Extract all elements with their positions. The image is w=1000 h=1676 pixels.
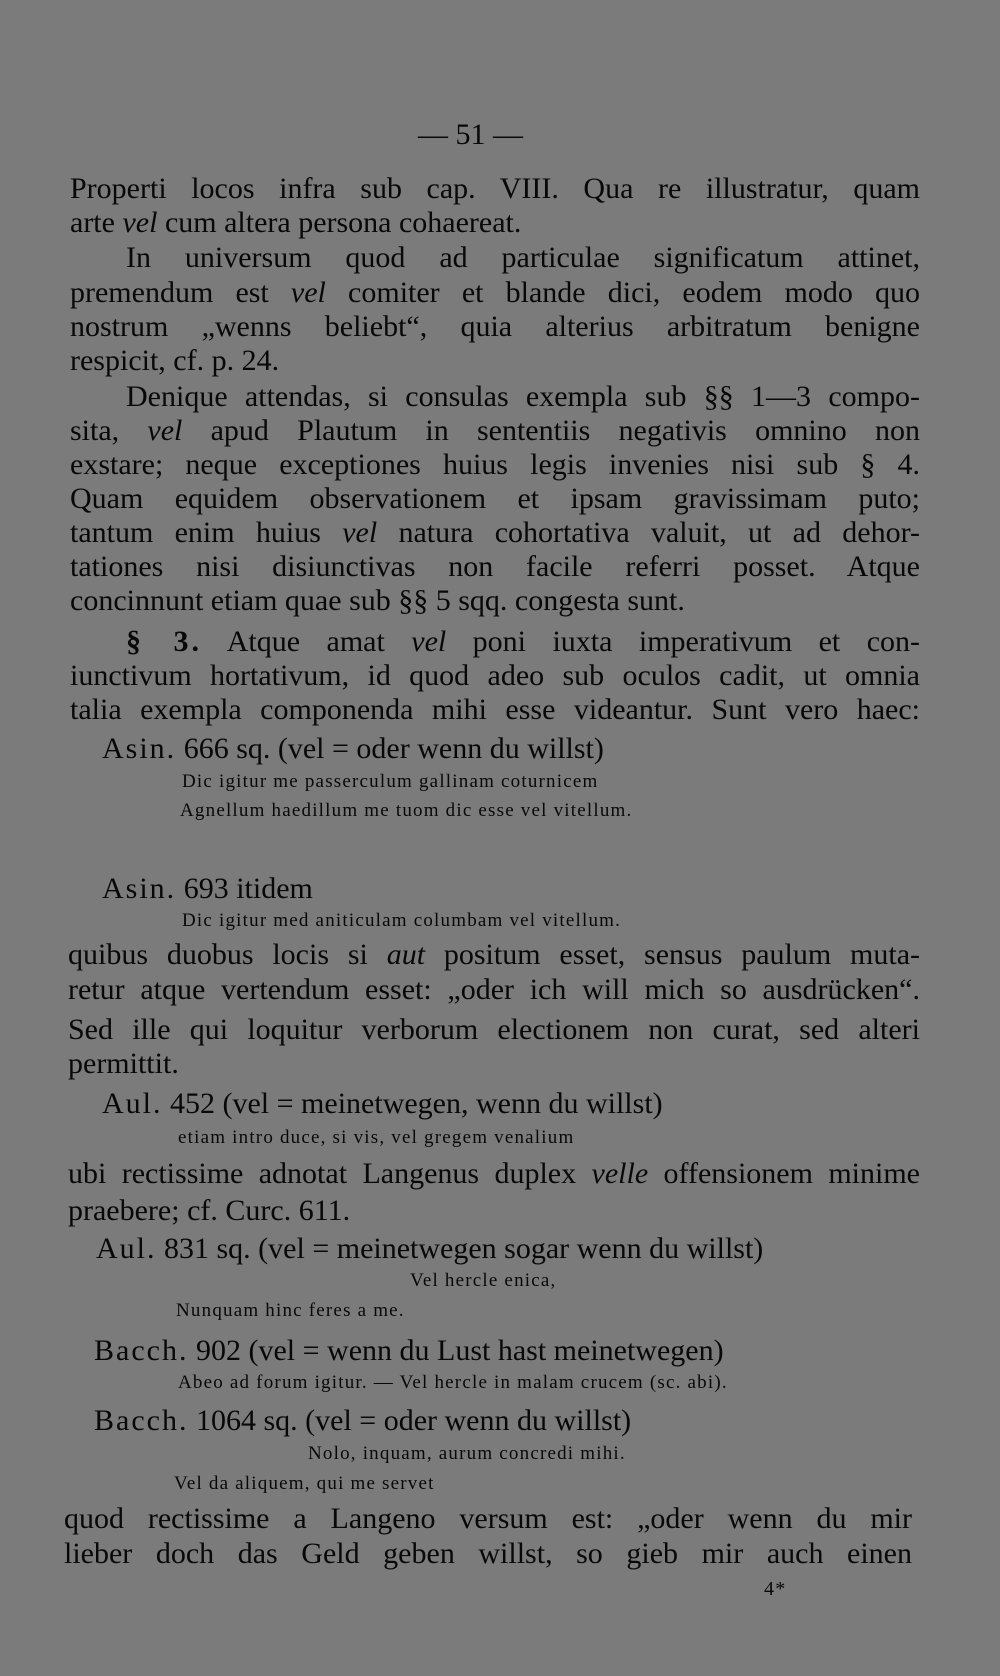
citation-line: Aul. 831 sq. (vel = meinetwegen sogar wenn du willst) [96,1232,764,1265]
quote-line: Vel hercle enica, [410,1270,557,1291]
text-line: iunctivum hortativum, id quod adeo sub oculos cadit, ut omnia [70,659,920,692]
citation-line: Asin. 666 sq. (vel = oder wenn du willst) [102,732,604,765]
text-line: exstare; neque exceptiones huius legis invenies nisi sub § 4. [70,448,920,481]
citation-line: Asin. 693 itidem [102,872,313,905]
text-line: permittit. [68,1047,179,1080]
text-line: quod rectissime a Langeno versum est: „oder wenn du mir [64,1502,912,1535]
text-line: Denique attendas, si consulas exempla sub §§ 1—3 compo- [126,380,920,413]
signature-mark: 4* [764,1578,787,1600]
text-line: Properti locos infra sub cap. VIII. Qua re illustratur, quam [70,172,920,205]
text-line: In universum quod ad particulae significatum attinet, [126,241,920,274]
text-line: Sed ille qui loquitur verborum electionem non curat, sed alteri [68,1013,920,1046]
citation-line: Aul. 452 (vel = meinetwegen, wenn du willst) [102,1087,663,1120]
quote-line: Agnellum haedillum me tuom dic esse vel vitellum. [180,800,633,821]
text-line: lieber doch das Geld geben willst, so gieb mir auch einen [64,1537,912,1570]
quote-line: Nolo, inquam, aurum concredi mihi. [308,1443,626,1464]
text-line: nostrum „wenns beliebt“, quia alterius arbitratum benigne [70,310,920,343]
text-line: sita, vel apud Plautum in sententiis negativis omnino non [70,414,920,447]
text-line: Quam equidem observationem et ipsam gravissimam puto; [70,482,920,515]
citation-line: Bacch. 902 (vel = wenn du Lust hast meinetwegen) [94,1334,724,1367]
section-number: § 3. [126,625,202,658]
quote-line: Nunquam hinc feres a me. [176,1300,405,1321]
quote-line: etiam intro duce, si vis, vel gregem venalium [178,1127,575,1148]
quote-line: Abeo ad forum igitur. — Vel hercle in malam crucem (sc. abi). [178,1372,728,1393]
quote-line: Vel da aliquem, qui me servet [174,1473,435,1494]
text-line: ubi rectissime adnotat Langenus duplex velle offensionem minime [68,1157,920,1190]
citation-line: Bacch. 1064 sq. (vel = oder wenn du willst) [94,1404,632,1437]
text-line: tantum enim huius vel natura cohortativa valuit, ut ad dehor- [70,516,920,549]
quote-line: Dic igitur med aniticulam columbam vel vitellum. [182,910,622,931]
text-line: arte vel cum altera persona cohaereat. [70,206,522,239]
text-line: retur atque vertendum esset: „oder ich will mich so ausdrücken“. [68,973,920,1006]
text-line: respicit, cf. p. 24. [70,344,280,377]
text-line: premendum est vel comiter et blande dici, eodem modo quo [70,276,920,309]
section-line: § 3. Atque amat vel poni iuxta imperativum et con- [126,625,921,658]
text-line: talia exempla componenda mihi esse videantur. Sunt vero haec: [70,693,920,726]
page-number: — 51 — [418,118,523,151]
text-line: tationes nisi disiunctivas non facile referri posset. Atque [70,550,920,583]
text-line: quibus duobus locis si aut positum esset, sensus paulum muta- [68,938,921,971]
text-line: concinnunt etiam quae sub §§ 5 sqq. congesta sunt. [70,584,685,617]
quote-line: Dic igitur me passerculum gallinam coturnicem [182,771,599,792]
text-line: praebere; cf. Curc. 611. [68,1194,351,1227]
